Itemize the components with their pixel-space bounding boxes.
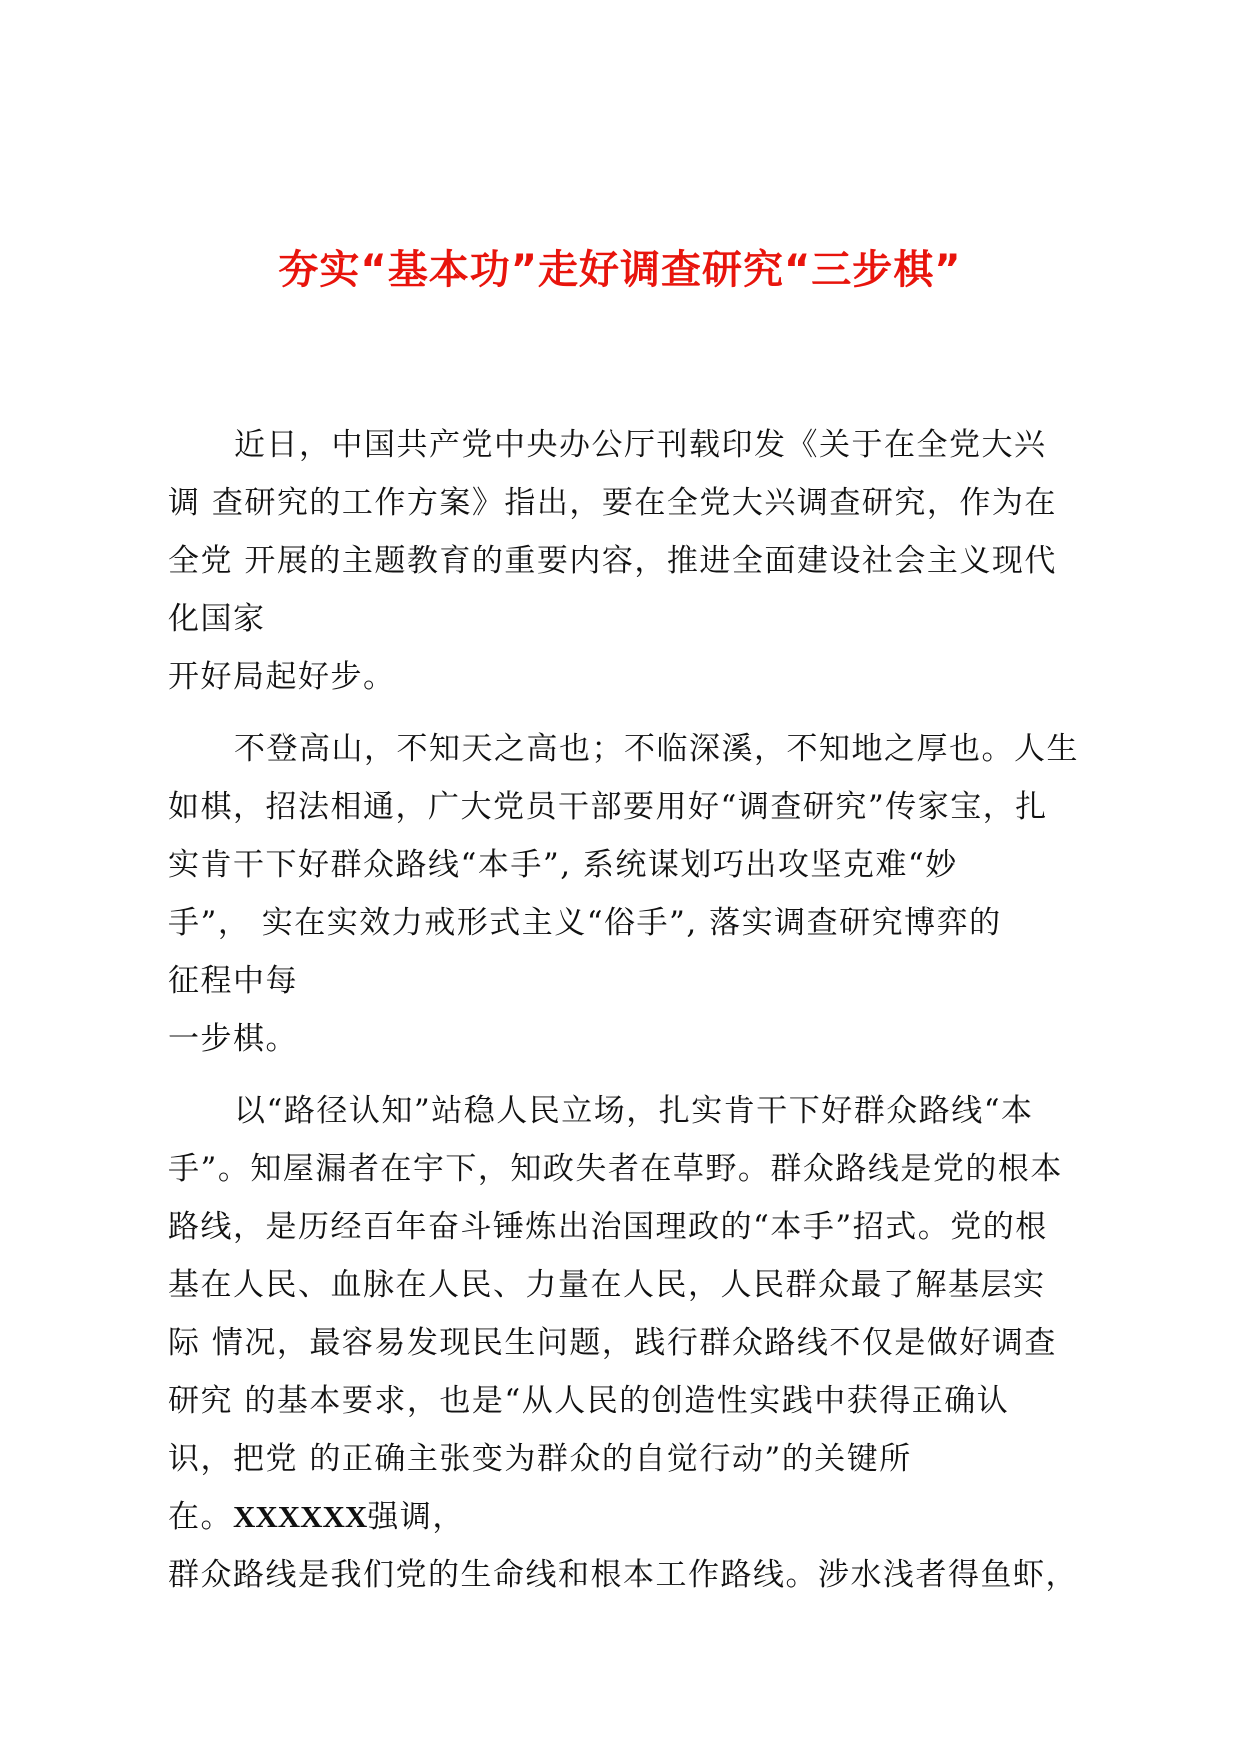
text-fragment: 在。 [168,1499,233,1535]
text-line: 调 查研究的工作方案》指出，要在全党大兴调查研究，作为在 [168,485,1057,521]
text-line: 识，把党 的正确主张变为群众的自觉行动”的关键所 [168,1441,912,1477]
paragraph-1 [168,416,1088,706]
text-fragment: 强调， [367,1499,465,1535]
text-line: 际 情况，最容易发现民生问题，践行群众路线不仅是做好调查 [168,1325,1057,1361]
text-line: 近日，中国共产党中央办公厅刊载印发《关于在全党大兴 [234,427,1047,463]
text-line: 开好局起好步。 [168,659,396,695]
document-body [168,416,1088,1618]
text-line: 基在人民、血脉在人民、力量在人民，人民群众最了解基层实 [168,1267,1046,1303]
text-line: 征程中每 [168,963,298,999]
text-line: 一步棋。 [168,1021,298,1057]
redacted-name: XXXXXX [233,1499,368,1534]
text-line: 手”， 实在实效力戒形式主义“俗手”, 落实调查研究博弈的 [168,905,1002,941]
text-line: 化国家 [168,601,266,637]
text-line-with-emphasis [168,1488,1088,1546]
text-line: 如棋，招法相通，广大党员干部要用好“调查研究”传家宝，扎 [168,789,1048,825]
text-line: 手”。知屋漏者在宇下，知政失者在草野。群众路线是党的根本 [168,1151,1063,1187]
text-line: 路线，是历经百年奋斗锤炼出治国理政的“本手”招式。党的根 [168,1209,1048,1245]
paragraph-2 [168,720,1088,1068]
text-line: 研究 的基本要求，也是“从人民的创造性实践中获得正确认 [168,1383,1010,1419]
text-line: 以“路径认知”站稳人民立场，扎实肯干下好群众路线“本 [234,1093,1034,1129]
text-line: 实肯干下好群众路线“本手”, 系统谋划巧出攻坚克难“妙 [168,847,958,883]
text-line: 全党 开展的主题教育的重要内容，推进全面建设社会主义现代 [168,543,1057,579]
paragraph-3 [168,1082,1088,1604]
text-line: 不登高山，不知天之高也；不临深溪，不知地之厚也。人生 [234,731,1079,767]
text-line: 群众路线是我们党的生命线和根本工作路线。涉水浅者得鱼虾， [168,1557,1078,1593]
document-title: 夯实“基本功”走好调查研究“三步棋” [278,247,962,293]
